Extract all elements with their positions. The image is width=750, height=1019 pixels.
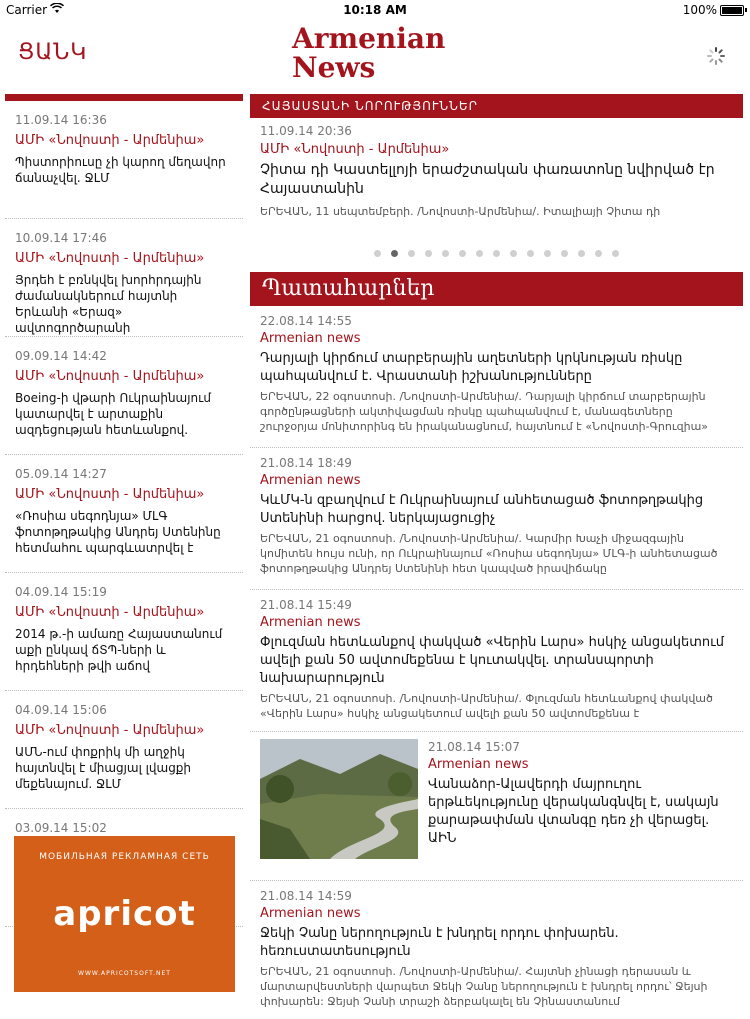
menu-button[interactable]: ՑԱՆԿ <box>18 40 88 65</box>
news-source: ԱՄԻ «Նովոստի - Արմենիա» <box>15 251 205 266</box>
left-news-item[interactable] <box>5 691 243 809</box>
page-dot[interactable] <box>527 250 534 257</box>
news-source: Armenian news <box>260 331 361 346</box>
left-news-item[interactable] <box>5 573 243 691</box>
news-title: ԿևՄԿ-ն զբաղվում է Ուկրաինայում անհետացած ֆոտոթղթակից Ստենինի հարցով. ներկայացուցիչ <box>260 493 704 526</box>
news-title: Դարյալի կիրճում տարբերային աղետների կրկնության ռիսկը պահպանվում է. Վրաստանի իշխանությունները <box>260 351 683 384</box>
news-summary: ԵՐԵՎԱՆ, 11 սեպտեմբերի. /Նովոստի-Արմենիա/. Իտալիայի Չիտա դի <box>260 205 661 218</box>
page-dot[interactable] <box>493 250 500 257</box>
news-date: 03.09.14 15:02 <box>15 821 107 835</box>
right-news-column <box>250 94 743 1019</box>
app-logo[interactable] <box>292 24 445 82</box>
news-title: Պիստորիուսը չի կարող մեղավոր ճանաչվել. ՋԼՄ <box>15 155 226 185</box>
ad-url: WWW.APRICOTSOFT.NET <box>78 970 171 977</box>
news-text <box>428 740 728 848</box>
news-title: 2014 թ.-ի ամառը Հայաստանում աքի ընկավ ճՏՊ-ների և հրդեհների թվի աճով <box>15 627 223 673</box>
news-date: 21.08.14 14:59 <box>260 889 352 903</box>
news-date: 05.09.14 14:27 <box>15 467 107 481</box>
news-title: ԱՄՆ-ում փոքրիկ մի աղջիկ հայտնվել է միացյալ լվացքի մեքենայում. ՋԼՄ <box>15 745 192 791</box>
carousel-pagination <box>250 242 743 272</box>
news-source: ԱՄԻ «Նովոստի - Արմենիա» <box>15 723 205 738</box>
news-source: Armenian news <box>428 757 529 772</box>
logo-line2: News <box>292 51 376 84</box>
news-date: 21.08.14 15:49 <box>260 598 352 612</box>
news-date: 04.09.14 15:19 <box>15 585 107 599</box>
news-summary: ԵՐԵՎԱՆ, 22 օգոստոսի. /Նովոստի-Արմենիա/. Դարյալի կիրճում տարբերային գործընթացների ակտիվացման ռիսկը պահպանվում է, մանագետները շուրջօրյա մոնիտորինգ են իրականացնում, հայտնում է «Նովոստի-Գրուզիա» <box>260 390 709 433</box>
battery-percent: 100% <box>682 3 717 17</box>
news-thumbnail <box>260 739 418 859</box>
page-dot[interactable] <box>544 250 551 257</box>
battery-tip <box>745 8 747 12</box>
news-summary: ԵՐԵՎԱՆ, 21 օգոստոսի. /Նովոստի-Արմենիա/. Փլուզման հետևանքով փակված «Վերին Լարս» հսկիչ անցակետում ավելի քան 50 ավտոմեքենա է <box>260 692 713 720</box>
left-column-bar <box>5 94 243 101</box>
right-news-item[interactable] <box>250 306 743 448</box>
page-dot[interactable] <box>425 250 432 257</box>
page-dot[interactable] <box>442 250 449 257</box>
right-news-item-with-image[interactable] <box>250 732 743 881</box>
news-date: 11.09.14 16:36 <box>15 113 107 127</box>
left-news-item[interactable] <box>5 337 243 455</box>
news-source: ԱՄԻ «Նովոստի - Արմենիա» <box>15 487 205 502</box>
news-date: 11.09.14 20:36 <box>260 124 352 138</box>
news-title: Boeing-ի վթարի Ուկրաինայում կատարվել է արտաքին ազդեցության հետևանքով. <box>15 391 211 437</box>
loading-spinner-icon <box>706 46 726 66</box>
battery-icon <box>720 5 744 16</box>
right-news-item[interactable] <box>250 881 743 1019</box>
status-bar <box>0 0 750 20</box>
category-header: Պատահարներ <box>250 272 743 306</box>
news-source: Armenian news <box>260 473 361 488</box>
page-dot-active[interactable] <box>391 250 398 257</box>
news-source: ԱՄԻ «Նովոստի - Արմենիա» <box>260 142 450 157</box>
news-summary: ԵՐԵՎԱՆ, 21 օգոստոսի. /Նովոստի-Արմենիա/. Հայտնի չինացի դերասան և մարտարվեստների վարպետ Ջեկի Չանը ներողություն է խնդրել որդու՝ Ջեյսի փոխարեն: Ջեյսի Չանի տրաշի ձերբակալել են Չինաստանում <box>260 965 708 1008</box>
clock: 10:18 AM <box>343 3 407 17</box>
news-title: Չիտա դի Կաստելլոյի երաժշտական փառատոնը նվիրված էր Հայաստանին <box>260 162 715 197</box>
news-source: ԱՄԻ «Նովոստի - Արմենիա» <box>15 133 205 148</box>
news-date: 09.09.14 14:42 <box>15 349 107 363</box>
news-summary: ԵՐԵՎԱՆ, 21 օգոստոսի. /Նովոստի-Արմենիա/. Կարմիր Խաչի միջազգային կոմիտեն հույս ունի, որ Ուկրաինայում «Ռոսիա սեգոդնյա» ՄԼԳ-ի անհետացած ֆոտոթղթակից Անդրեյ Ստենինի հետ կապված իրավիճակը <box>260 532 718 575</box>
news-source: ԱՄԻ «Նովոստի - Արմենիա» <box>15 369 205 384</box>
featured-news-item[interactable] <box>250 118 743 242</box>
news-title: Վանաձոր-Ալավերդի մայրուղու երթևեկությունը վերականգնվել է, սակայն քարաթափման վտանգը դեռ չի վերացել. ԱԻՆ <box>428 777 719 846</box>
news-date: 10.09.14 17:46 <box>15 231 107 245</box>
news-date: 21.08.14 15:07 <box>428 740 520 754</box>
left-news-item[interactable] <box>5 101 243 219</box>
carrier-label: Carrier <box>6 3 48 17</box>
left-news-item[interactable] <box>5 219 243 337</box>
news-title: Յրդեհ է բռնկվել խորհրդային ժամանակներում հայտնի Երևանի «Երազ» ավտոգործարանի <box>15 273 202 335</box>
page-dot[interactable] <box>561 250 568 257</box>
logo-line1: Armenian <box>292 22 446 55</box>
news-date: 04.09.14 15:06 <box>15 703 107 717</box>
page-dot[interactable] <box>408 250 415 257</box>
left-news-item[interactable] <box>5 455 243 573</box>
ad-brand: apricot <box>53 894 196 934</box>
right-news-item[interactable] <box>250 448 743 590</box>
page-dot[interactable] <box>476 250 483 257</box>
ad-banner[interactable] <box>14 836 235 992</box>
right-news-item[interactable] <box>250 590 743 732</box>
section-header: ՀԱՅԱՍՏԱՆԻ ՆՈՐՈՒԹՅՈՒՆՆԵՐ <box>250 94 743 118</box>
ad-top-text: МОБИЛЬНАЯ РЕКЛАМНАЯ СЕТЬ <box>39 852 210 862</box>
news-source: ԱՄԻ «Նովոստի - Արմենիա» <box>15 605 205 620</box>
news-title: Ջեկի Չանը ներողություն է խնդրել որդու փոխարեն. հեռուստատեսություն <box>260 926 619 959</box>
page-dot[interactable] <box>459 250 466 257</box>
news-source: Armenian news <box>260 615 361 630</box>
news-date: 21.08.14 18:49 <box>260 456 352 470</box>
news-title: «Ռոսիա սեգոդնյա» ՄԼԳ ֆոտոթղթակից Անդրեյ Ստենինը հետմահու պարգևատրվել է <box>15 509 221 555</box>
page-dot[interactable] <box>578 250 585 257</box>
page-dot[interactable] <box>374 250 381 257</box>
page-dot[interactable] <box>612 250 619 257</box>
news-date: 22.08.14 14:55 <box>260 314 352 328</box>
news-title: Փլուզման հետևանքով փակված «Վերին Լարս» հսկիչ անցակետում ավելի քան 50 ավտոմեքենա է կուտակվել. տրանսպորտի նախարարություն <box>260 635 725 686</box>
news-source: Armenian news <box>260 906 361 921</box>
page-dot[interactable] <box>510 250 517 257</box>
page-dot[interactable] <box>595 250 602 257</box>
